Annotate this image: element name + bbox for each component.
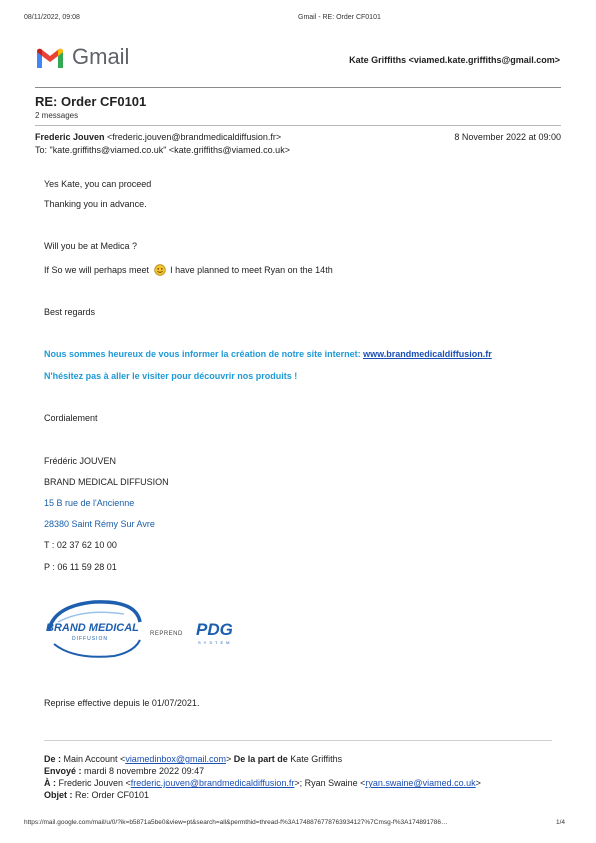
thread-subject: RE: Order CF0101 — [35, 94, 147, 109]
signature-company: BRAND MEDICAL DIFFUSION — [44, 477, 169, 487]
quoted-on-behalf-label: De la part de — [233, 754, 291, 764]
quoted-to-label: À : — [44, 778, 59, 788]
pdg-logo: PDG — [196, 620, 233, 639]
body-text-post: I have planned to meet Ryan on the 14th — [170, 265, 333, 275]
promo-text: Nous sommes heureux de vous informer la création de notre site internet: — [44, 349, 364, 359]
signature-city-link[interactable]: 28380 Saint Rémy Sur Avre — [44, 519, 155, 529]
account-owner: Kate Griffiths <viamed.kate.griffiths@gmail.com> — [349, 55, 560, 65]
quoted-divider — [44, 740, 552, 741]
promo-visit-line: N'hésitez pas à aller le visiter pour découvrir nos produits ! — [44, 371, 298, 381]
body-line: Yes Kate, you can proceed — [44, 179, 152, 189]
quoted-sent-value: mardi 8 novembre 2022 09:47 — [84, 766, 205, 776]
print-datetime: 08/11/2022, 09:08 — [24, 14, 80, 21]
quoted-subject-value: Re: Order CF0101 — [75, 790, 150, 800]
gmail-logo-icon[interactable] — [35, 46, 65, 70]
reprise-note: Reprise effective depuis le 01/07/2021. — [44, 698, 200, 708]
quoted-to-value: Frederic Jouven < — [58, 778, 131, 788]
signature-name: Frédéric JOUVEN — [44, 456, 117, 466]
body-line-meet — [44, 264, 333, 278]
quoted-on-behalf-value: Kate Griffiths — [290, 754, 343, 764]
closing: Cordialement — [44, 413, 98, 423]
quoted-cc-email-link[interactable]: ryan.swaine@viamed.co.uk — [365, 778, 476, 788]
reprend-label: REPREND — [150, 631, 183, 637]
subject-divider — [35, 125, 561, 126]
website-link[interactable]: www.brandmedicaldiffusion.fr — [363, 349, 492, 359]
quoted-subject-line — [44, 790, 149, 800]
message-recipients: To: "kate.griffiths@viamed.co.uk" <kate.griffiths@viamed.co.uk> — [35, 145, 290, 155]
message-count: 2 messages — [35, 111, 79, 120]
brand-logo-subtext: DIFFUSION — [72, 636, 108, 642]
body-text-pre: If So we will perhaps meet — [44, 265, 150, 275]
body-line: Will you be at Medica ? — [44, 241, 138, 251]
smiley-emoji-icon — [154, 264, 166, 278]
body-line: Best regards — [44, 307, 96, 317]
quoted-from-value: Main Account < — [63, 754, 126, 764]
promo-website-line — [44, 349, 492, 359]
header-divider — [35, 87, 561, 88]
signature-phone: T : 02 37 62 10 00 — [44, 540, 117, 550]
quoted-from-line — [44, 754, 342, 764]
pdg-logo-subtext: SYSTEM — [198, 640, 233, 645]
signature-mobile: P : 06 11 59 28 01 — [44, 562, 117, 572]
body-line: Thanking you in advance. — [44, 199, 147, 209]
quoted-from-label: De : — [44, 754, 64, 764]
quoted-to-email-link[interactable]: frederic.jouven@brandmedicaldiffusion.fr — [130, 778, 295, 788]
gmail-wordmark: Gmail — [72, 44, 130, 69]
quoted-sent-line — [44, 766, 204, 776]
quoted-from-email-link[interactable]: viamedinbox@gmail.com — [125, 754, 226, 764]
print-footer-url: https://mail.google.com/mail/u/0/?ik=b5871a5be0&view=pt&search=all&permthid=thread-f%3A1748876778763934127%7Cmsg-f%3A174891786… — [24, 819, 448, 826]
quoted-sent-label: Envoyé : — [44, 766, 85, 776]
quoted-from-close: > — [226, 754, 234, 764]
brand-logo-text: BRAND MEDICAL — [46, 622, 139, 634]
quoted-to-value2: >; Ryan Swaine < — [294, 778, 366, 788]
sender-email: <frederic.jouven@brandmedicaldiffusion.fr> — [107, 132, 282, 142]
print-page-title: Gmail - RE: Order CF0101 — [298, 14, 381, 21]
quoted-subject-label: Objet : — [44, 790, 75, 800]
print-page-number: 1/4 — [556, 819, 566, 826]
signature-address-link[interactable]: 15 B rue de l'Ancienne — [44, 498, 135, 508]
message-date: 8 November 2022 at 09:00 — [454, 132, 561, 142]
quoted-to-close: > — [475, 778, 481, 788]
sender-name: Frederic Jouven — [35, 132, 105, 142]
message-from — [35, 132, 281, 142]
quoted-to-line — [44, 778, 481, 788]
